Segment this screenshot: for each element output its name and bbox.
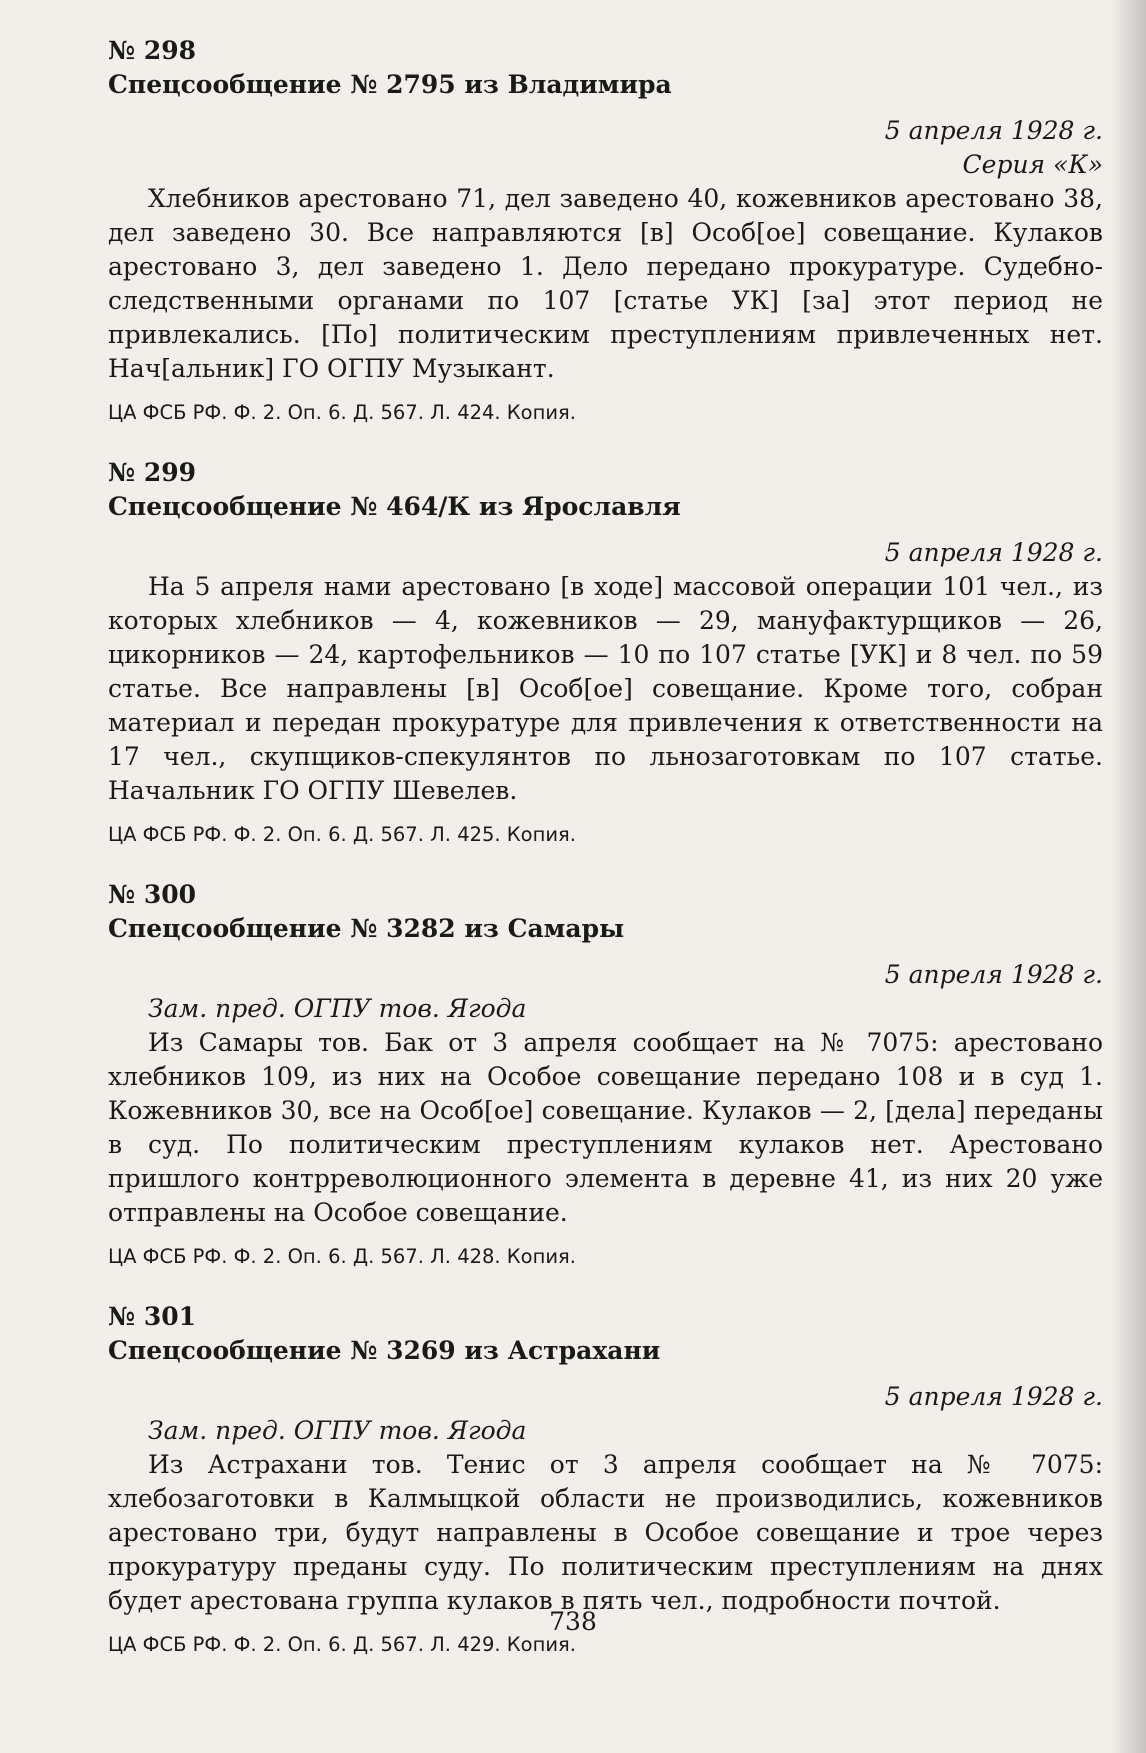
document-title: Спецсообщение № 3269 из Астрахани [108, 1336, 661, 1365]
document-299 [108, 456, 1103, 850]
document-300 [108, 878, 1103, 1272]
document-date: 5 апреля 1928 г. [884, 960, 1103, 989]
page-number: 738 [549, 1607, 597, 1636]
document-298 [108, 34, 1103, 428]
document-date: 5 апреля 1928 г. [884, 538, 1103, 567]
page-content [108, 34, 1103, 1688]
document-number: № 301 [108, 1302, 197, 1331]
document-date: 5 апреля 1928 г. [884, 1382, 1103, 1411]
document-number: № 299 [108, 458, 197, 487]
archive-source: ЦА ФСБ РФ. Ф. 2. Оп. 6. Д. 567. Л. 424. Копия. [108, 401, 576, 424]
document-number: № 300 [108, 880, 197, 909]
document-title: Спецсообщение № 464/К из Ярославля [108, 492, 681, 521]
document-number: № 298 [108, 36, 197, 65]
document-body: На 5 апреля нами арестовано [в ходе] массовой операции 101 чел., из которых хлебников — 4, кожевников — 29, мануфактурщиков — 26, цикорников — 24, картофельников — 10 по 107 статье [УК] и 8 чел. по 59 статье. Все направлены [в] Особ[ое] совещание. Кроме того, собран материал и передан прокуратуре для привлечения к ответственности на 17 чел., скупщиков-спекулянтов по льнозаготовкам по 107 статье. Начальник ГО ОГПУ Шевелев. [108, 572, 1103, 805]
document-title: Спецсообщение № 2795 из Владимира [108, 70, 672, 99]
document-body: Хлебников арестовано 71, дел заведено 40, кожевников арестовано 38, дел заведено 30. Все направляются [в] Особ[ое] совещание. Кулаков арестовано 3, дел заведено 1. Дело передано прокуратуре. Судебно-следственными органами по 107 [статье УК] [за] этот период не привлекались. [По] политическим преступлениям привлеченных нет. Нач[альник] ГО ОГПУ Музыкант. [108, 184, 1103, 383]
document-addressee: Зам. пред. ОГПУ тов. Ягода [148, 994, 527, 1023]
document-addressee: Зам. пред. ОГПУ тов. Ягода [148, 1416, 527, 1445]
document-body: Из Астрахани тов. Тенис от 3 апреля сообщает на № 7075: хлебозаготовки в Калмыцкой области не производились, кожевников арестовано три, будут направлены в Особое совещание и трое через прокуратуру преданы суду. По политическим преступлениям на днях будет арестована группа кулаков в пять чел., подробности почтой. [108, 1450, 1103, 1615]
document-date: 5 апреля 1928 г. [884, 116, 1103, 145]
archive-source: ЦА ФСБ РФ. Ф. 2. Оп. 6. Д. 567. Л. 425. Копия. [108, 823, 576, 846]
document-301 [108, 1300, 1103, 1660]
document-series: Серия «К» [962, 150, 1103, 179]
archive-source: ЦА ФСБ РФ. Ф. 2. Оп. 6. Д. 567. Л. 428. Копия. [108, 1245, 576, 1268]
document-body: Из Самары тов. Бак от 3 апреля сообщает на № 7075: арестовано хлебников 109, из них на Особое совещание передано 108 и в суд 1. Кожевников 30, все на Особ[ое] совещание. Кулаков — 2, [дела] переданы в суд. По политическим преступлениям кулаков нет. Арестовано пришлого контрреволюционного элемента в деревне 41, из них 20 уже отправлены на Особое совещание. [108, 1028, 1103, 1227]
document-title: Спецсообщение № 3282 из Самары [108, 914, 625, 943]
archive-source: ЦА ФСБ РФ. Ф. 2. Оп. 6. Д. 567. Л. 429. Копия. [108, 1633, 576, 1656]
